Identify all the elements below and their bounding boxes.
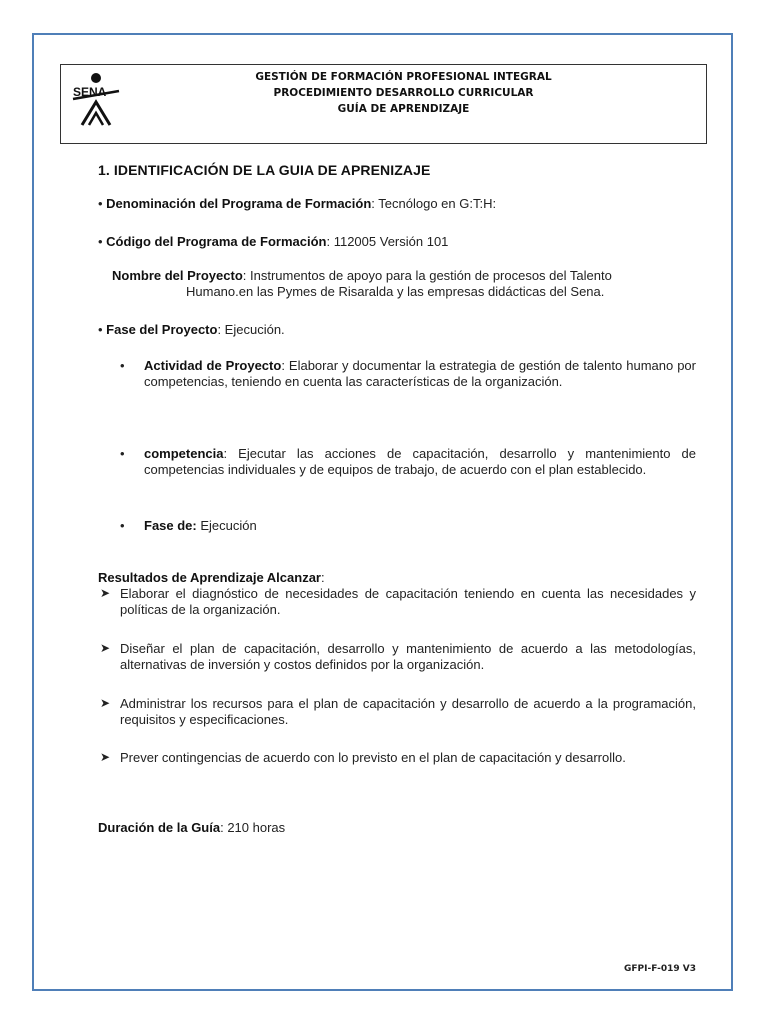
result-item-2: Diseñar el plan de capacitación, desarrollo y mantenimiento de acuerdo a las metodologías, alternativas de inversión y costos definidos por la organización. — [120, 641, 696, 672]
result-item-3: Administrar los recursos para el plan de capacitación y desarrollo de acuerdo a la programación, requisitos y especificaciones. — [120, 696, 696, 727]
competence-value: : Ejecutar las acciones de capacitación, desarrollo y mantenimiento de competencias individuales y de equipos de trabajo, de acuerdo con el plan establecido. — [144, 446, 696, 477]
result-arrow-icon: ➤ — [100, 696, 111, 710]
program-code-label: Código del Programa de Formación — [106, 234, 327, 249]
phase-of-value: Ejecución — [196, 518, 257, 533]
result-item-1: Elaborar el diagnóstico de necesidades de capacitación teniendo en cuenta las necesidades y políticas de la organización. — [120, 586, 696, 617]
svg-text:SENA: SENA — [73, 85, 107, 99]
competence-block — [144, 446, 696, 478]
result-arrow-icon: ➤ — [100, 750, 111, 764]
project-name-block — [112, 268, 702, 300]
duration-label: Duración de la Guía — [98, 820, 221, 835]
competence-bullet: • — [120, 446, 125, 461]
header-line-3: GUÍA DE APRENDIZAJE — [337, 103, 470, 115]
competence-label: competencia — [144, 446, 224, 461]
phase-of-label: Fase de: — [144, 518, 197, 533]
program-code-line: • Código del Programa de Formación: 112005 Versión 101 — [98, 234, 449, 249]
result-item-4: Prever contingencias de acuerdo con lo previsto en el plan de capacitación y desarrollo. — [120, 750, 626, 765]
project-name-label: Nombre del Proyecto — [112, 268, 243, 283]
duration-value: : 210 horas — [220, 820, 286, 835]
results-heading: Resultados de Aprendizaje Alcanzar: — [98, 570, 325, 585]
footer-code: GFPI-F-019 V3 — [624, 964, 696, 974]
phase-of-line — [144, 518, 257, 534]
project-phase-label: Fase del Proyecto — [106, 322, 218, 337]
header-line-1: GESTIÓN DE FORMACIÓN PROFESIONAL INTEGRAL — [255, 71, 552, 83]
program-name-value: : Tecnólogo en G:T:H: — [371, 196, 497, 211]
duration-line — [98, 820, 285, 836]
activity-block — [144, 358, 696, 390]
activity-value: : Elaborar y documentar la estrategia de gestión de talento humano por competencias, teniendo en cuenta las características de la organización. — [144, 358, 696, 389]
project-name-value-1: : Instrumentos de apoyo para la gestión de procesos del Talento — [242, 268, 612, 283]
results-label: Resultados de Aprendizaje Alcanzar — [98, 570, 321, 585]
project-name-value-2: Humano.en las Pymes de Risaralda y las empresas didácticas del Sena. — [186, 284, 605, 299]
section-title: 1. IDENTIFICACIÓN DE LA GUIA DE APRENIZAJE — [98, 162, 431, 178]
result-arrow-icon: ➤ — [100, 586, 111, 600]
project-phase-line: • Fase del Proyecto: Ejecución. — [98, 322, 285, 337]
result-arrow-icon: ➤ — [100, 641, 111, 655]
program-name-line: • Denominación del Programa de Formación: Tecnólogo en G:T:H: — [98, 196, 497, 211]
activity-bullet: • — [120, 358, 125, 373]
header-line-2: PROCEDIMIENTO DESARROLLO CURRICULAR — [273, 87, 534, 99]
activity-label: Actividad de Proyecto — [144, 358, 282, 373]
program-code-value: : 112005 Versión 101 — [326, 234, 449, 249]
project-phase-value: : Ejecución. — [217, 322, 285, 337]
header-title-block — [61, 69, 706, 117]
program-name-label: Denominación del Programa de Formación — [106, 196, 372, 211]
phase-of-bullet: • — [120, 518, 125, 533]
document-header — [60, 64, 707, 144]
